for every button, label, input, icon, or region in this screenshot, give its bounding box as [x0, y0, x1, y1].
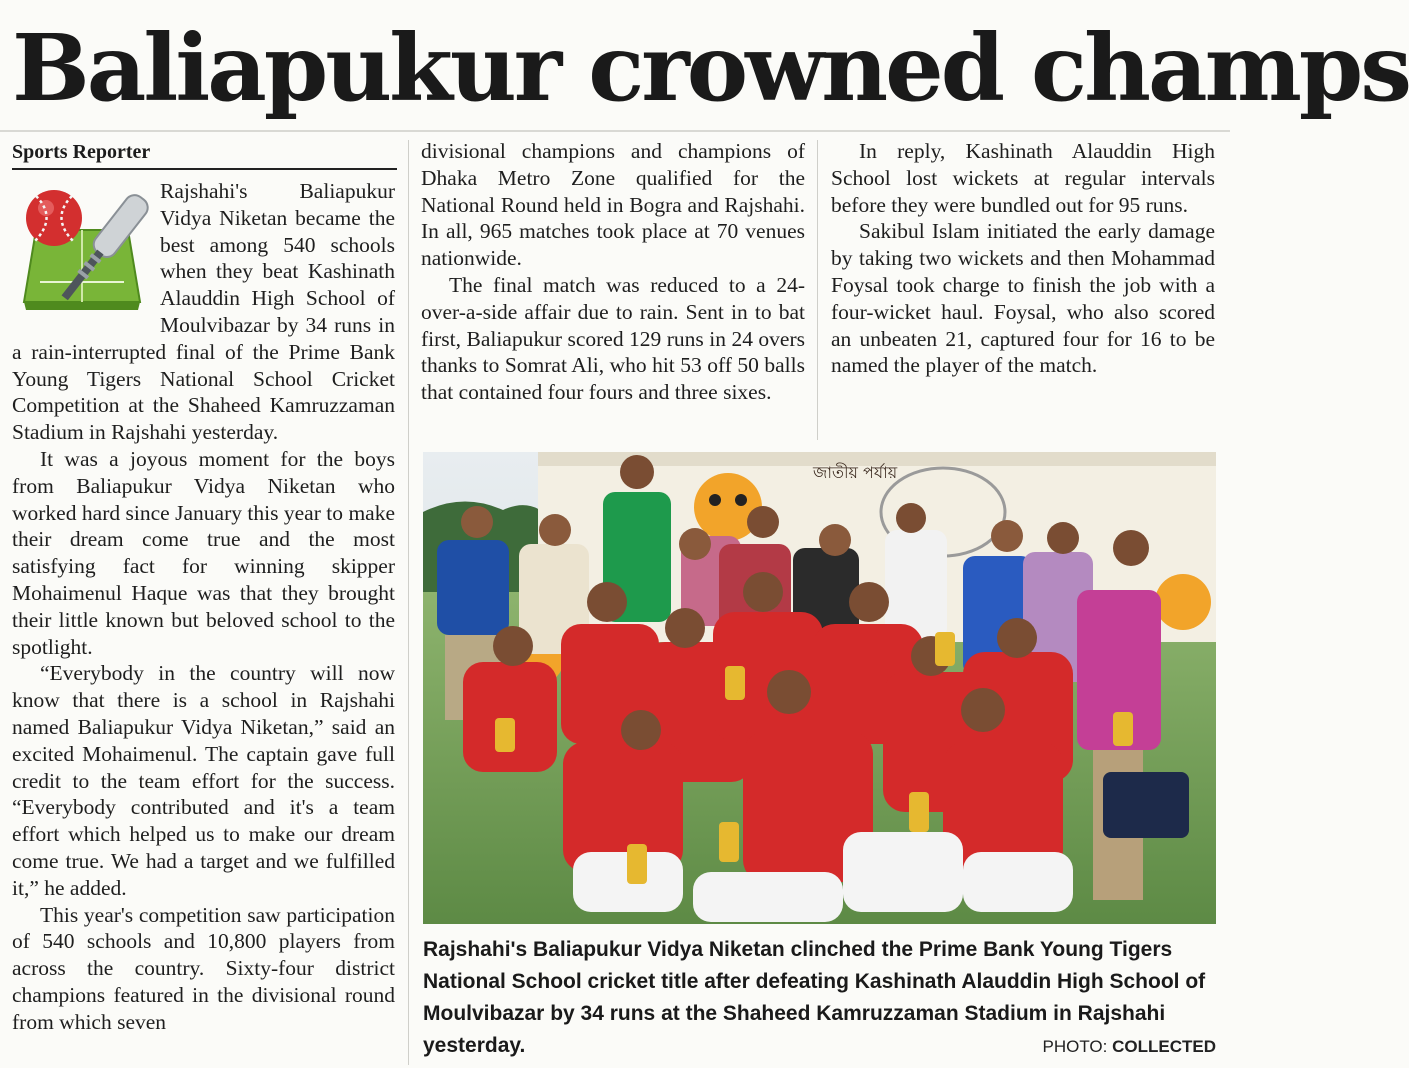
cricket-ball-bat-icon: [12, 182, 152, 316]
photo-credit: [1043, 1037, 1217, 1057]
photo-caption: Rajshahi's Baliapukur Vidya Niketan clinched the Prime Bank Young Tigers National School cricket title after defeating Kashinath Alauddin High School of Moulvibazar by 34 runs at the Shaheed Kamruzzaman Stadium in Rajshahi yesterday.: [423, 938, 1206, 1057]
headline: Baliapukur crowned champs: [12, 14, 1409, 122]
team-photo: [423, 452, 1216, 924]
col1-paragraph-3: “Everybody in the country will now know that there is a school in Rajshahi named Baliapukur Vidya Niketan,” said an excited Mohaimenul. The captain gave full credit to the team effort for the success. “Everybody contributed and it's a team effort which helped us to make our dream come true. We had a target and we fulfilled it,” he added.: [12, 661, 395, 900]
col2-paragraph-2: The final match was reduced to a 24-over-a-side affair due to rain. Sent in to bat first, Baliapukur scored 129 runs in 24 overs thanks to Somrat Ali, who hit 53 off 50 balls that contained four fours and three sixes.: [421, 272, 805, 405]
photo-credit-label: PHOTO:: [1042, 1037, 1108, 1056]
article-column-3: [831, 138, 1215, 379]
col3-paragraph-2: Sakibul Islam initiated the early damage by taking two wickets and then Mohammad Foysal took charge to finish the job with a four-wicket haul. Foysal, who also scored an unbeaten 21, captured four for 16 to be named the player of the match.: [831, 219, 1215, 378]
headline-rule: [0, 130, 1230, 132]
banner-text: জাতীয় পর্যায়: [813, 463, 898, 482]
col1-paragraph-1: Rajshahi's Baliapukur Vidya Niketan became the best among 540 schools when they beat Kashinath Alauddin High School of Moulvibazar by 34 runs in a rain-interrupted final of the Prime Bank Young Tigers National School Cricket Competition at the Shaheed Kamruzzaman Stadium in Rajshahi yesterday.: [12, 179, 395, 445]
byline: Sports Reporter: [12, 140, 397, 170]
col2-paragraph-1: divisional champions and champions of Dhaka Metro Zone qualified for the National Round held in Bogra and Rajshahi. In all, 965 matches took place at 70 venues nationwide.: [421, 139, 805, 271]
column-divider-2: [817, 140, 818, 440]
column-divider-1: [408, 140, 409, 1065]
article-column-1: [12, 178, 395, 1036]
photo-credit-value: COLLECTED: [1112, 1037, 1216, 1056]
col3-paragraph-1: In reply, Kashinath Alauddin High School lost wickets at regular intervals before they were bundled out for 95 runs.: [831, 139, 1215, 217]
col1-paragraph-2: It was a joyous moment for the boys from Baliapukur Vidya Niketan who worked hard since January this year to make their dream come true and the most satisfying fact for winning skipper Mohaimenul Haque was that they brought their little known but beloved school to the spotlight.: [12, 446, 395, 659]
article-column-2: [421, 138, 805, 406]
col1-paragraph-4: This year's competition saw participation of 540 schools and 10,800 players from across the country. Sixty-four district champions featured in the divisional round from which seven: [12, 902, 395, 1034]
